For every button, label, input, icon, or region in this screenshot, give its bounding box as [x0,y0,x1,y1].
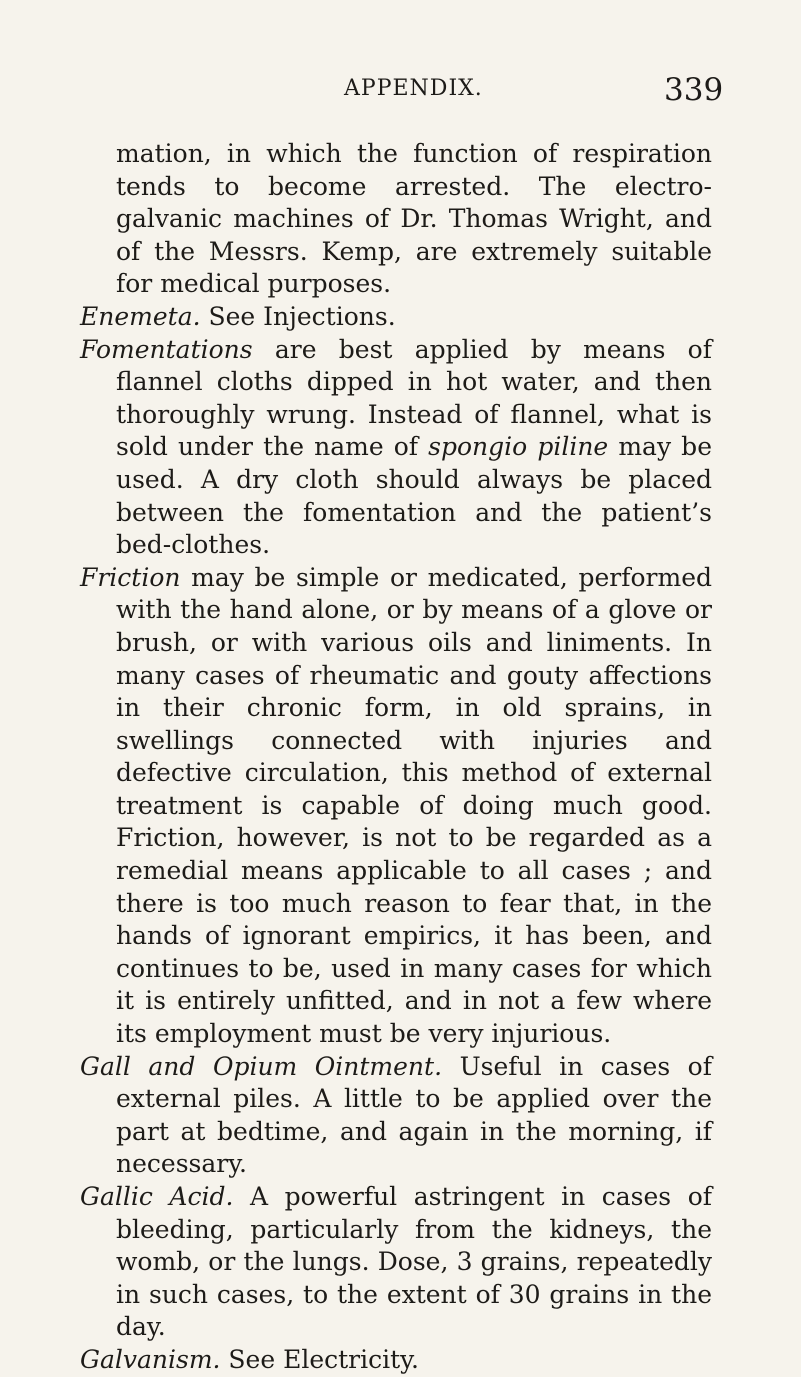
page-body [80,138,712,1377]
entry-text: are best applied by means of flannel cloths dipped in hot water, and then thoroughly wrung. Instead of flannel, what is sold under the name of [116,334,712,462]
entry-text: may be simple or medicated, performed with the hand alone, or by means of a glove or brush, or with various oils and liniments. In many cases of rheumatic and gouty affections in their chronic form, in old sprains, in swellings connected with injuries and defective circulation, this method of external treatment is capable of doing much good. Friction, however, is not to be regarded as a remedial means applicable to all cases ; and there is too much reason to fear that, in the hands of ignorant empirics, it has been, and continues to be, used in many cases for which it is entirely unfitted, and in not a few where its employment must be very injurious. [116,562,712,1049]
entry-fomentations [80,334,712,562]
entry-enemeta [80,301,712,334]
entry-gallic-acid [80,1181,712,1344]
entry-term: Galvanism. [80,1344,221,1374]
entry-continued-text [80,138,712,301]
entry-term: Fomentations [80,334,253,364]
entry-text: See Electricity. [220,1344,419,1374]
entry-text: mation, in which the function of respiration tends to become arrested. The electro-galvanic machines of Dr. Thomas Wright, and of the Messrs. Kemp, are extremely suitable for medical purposes. [116,139,712,299]
entry-term: Friction [80,562,181,592]
entry-inline-term: spongio piline [428,432,609,462]
entry-galvanism [80,1344,712,1377]
entry-gall-and-opium-ointment [80,1051,712,1181]
entry-term: Gallic Acid. [80,1182,234,1211]
entry-term: Enemeta. [80,301,201,331]
entry-text-continued: may be used. A dry cloth should always be placed between the fomentation and the patient’s bed-clothes. [116,432,712,560]
running-header [0,72,801,112]
entry-term: Gall and Opium Ointment. [80,1051,443,1081]
entry-friction [80,562,712,1051]
page-number: 339 [664,72,724,108]
entry-text: Useful in cases of external piles. A little to be applied over the part at bedtime, and again in the morning, if necessary. [116,1051,712,1179]
running-header-title: APPENDIX. [344,76,483,101]
entry-text: A powerful astringent in cases of bleeding, particularly from the kidneys, the womb, or the lungs. Dose, 3 grains, repeatedly in such cases, to the extent of 30 grains in the day. [116,1182,712,1342]
entry-text: See Injections. [200,301,396,331]
